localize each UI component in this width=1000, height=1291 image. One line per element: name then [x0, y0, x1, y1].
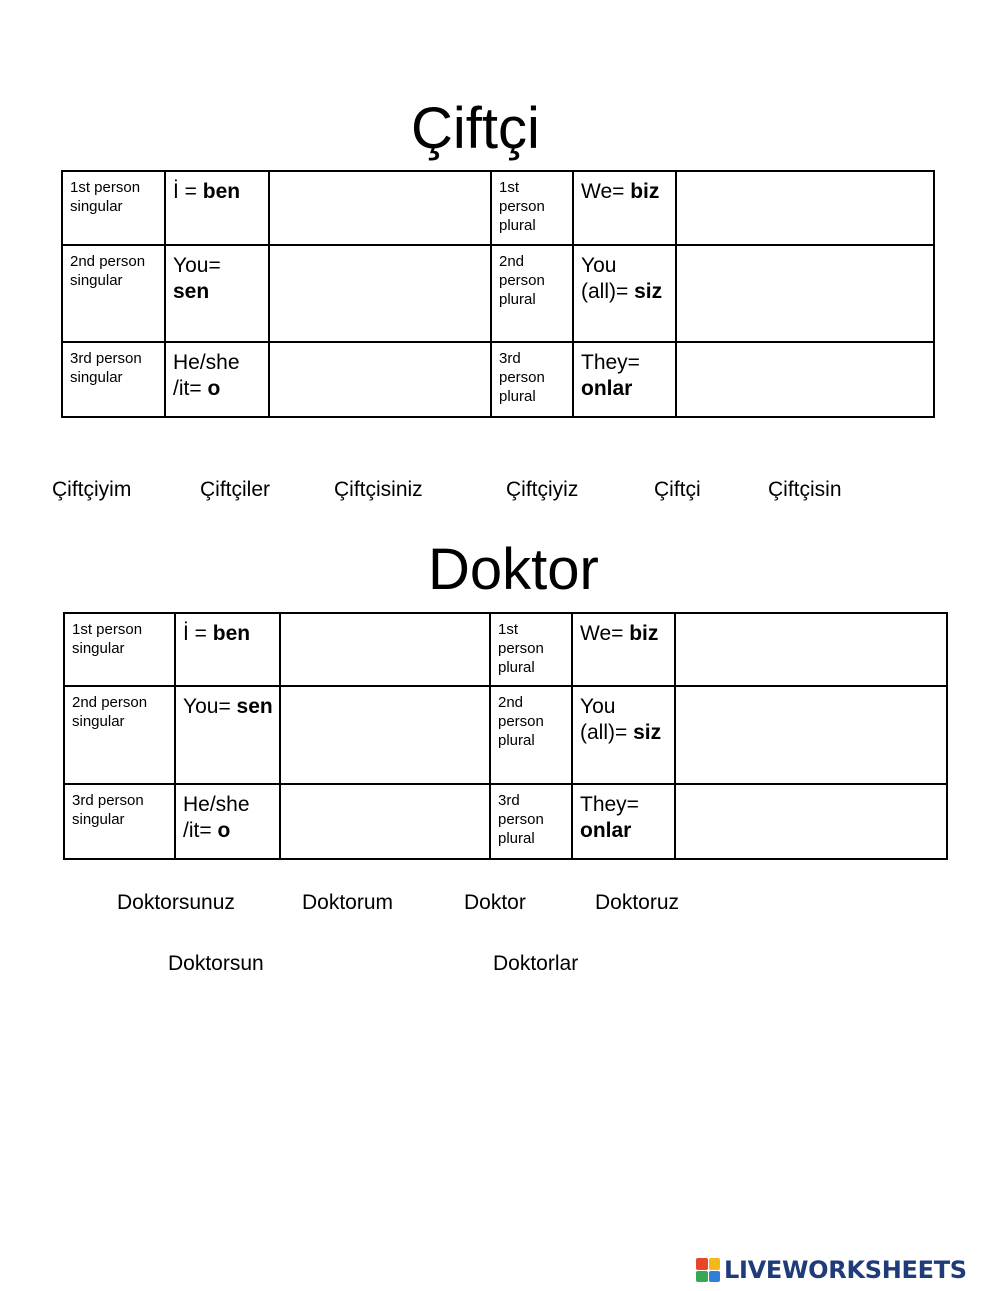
logo-square [709, 1258, 721, 1270]
person-label: 3rd person plural [490, 784, 572, 859]
table-row [64, 613, 947, 686]
pronoun-cell: You= sen [165, 245, 269, 342]
answer-drop-zone[interactable] [269, 342, 491, 417]
table-row [62, 342, 934, 417]
person-label: 1st person plural [490, 613, 572, 686]
pronoun-cell: They= onlar [572, 784, 675, 859]
logo-square [696, 1271, 708, 1283]
liveworksheets-logo-icon [696, 1258, 720, 1282]
word-bank-item[interactable]: Çiftçiyim [52, 478, 132, 501]
table-row [64, 784, 947, 859]
answer-drop-zone[interactable] [676, 171, 934, 245]
liveworksheets-logo[interactable] [696, 1256, 967, 1284]
person-label: 3rd person singular [64, 784, 175, 859]
answer-drop-zone[interactable] [269, 245, 491, 342]
person-label: 1st person plural [491, 171, 573, 245]
person-label: 1st person singular [62, 171, 165, 245]
table-row [62, 245, 934, 342]
person-label: 2nd person singular [64, 686, 175, 784]
word-bank-item[interactable]: Doktorum [302, 891, 394, 914]
pronoun-cell: İ = ben [165, 171, 269, 245]
logo-square [696, 1258, 708, 1270]
conjugation-table-ciftci [61, 170, 935, 418]
section1-title: Çiftçi [411, 96, 540, 161]
person-label: 2nd person plural [490, 686, 572, 784]
logo-text: LIVEWORKSHEETS [724, 1256, 967, 1284]
person-label: 2nd person singular [62, 245, 165, 342]
section2-title: Doktor [428, 537, 599, 602]
pronoun-cell: You (all)= siz [573, 245, 676, 342]
answer-drop-zone[interactable] [675, 784, 947, 859]
pronoun-cell: He/she /it= o [165, 342, 269, 417]
word-bank-item[interactable]: Çiftçiyiz [506, 478, 579, 501]
word-bank-item[interactable]: Doktorsun [168, 952, 264, 975]
word-bank-item[interactable]: Doktor [464, 891, 526, 914]
word-bank-item[interactable]: Çiftçiler [200, 478, 271, 501]
answer-drop-zone[interactable] [269, 171, 491, 245]
pronoun-cell: He/she /it= o [175, 784, 280, 859]
word-bank-item[interactable]: Çiftçisiniz [334, 478, 423, 501]
answer-drop-zone[interactable] [675, 613, 947, 686]
person-label: 3rd person plural [491, 342, 573, 417]
pronoun-cell: We= biz [573, 171, 676, 245]
pronoun-cell: İ = ben [175, 613, 280, 686]
word-bank-item[interactable]: Doktorlar [493, 952, 579, 975]
person-label: 1st person singular [64, 613, 175, 686]
logo-square [709, 1271, 721, 1283]
answer-drop-zone[interactable] [676, 245, 934, 342]
word-bank-item[interactable]: Doktorsunuz [117, 891, 235, 914]
answer-drop-zone[interactable] [280, 686, 490, 784]
word-bank-item[interactable]: Doktoruz [595, 891, 680, 914]
answer-drop-zone[interactable] [675, 686, 947, 784]
person-label: 3rd person singular [62, 342, 165, 417]
person-label: 2nd person plural [491, 245, 573, 342]
pronoun-cell: You= sen [175, 686, 280, 784]
table-row [62, 171, 934, 245]
word-bank-item[interactable]: Çiftçisin [768, 478, 842, 501]
answer-drop-zone[interactable] [280, 613, 490, 686]
pronoun-cell: They= onlar [573, 342, 676, 417]
answer-drop-zone[interactable] [676, 342, 934, 417]
table-row [64, 686, 947, 784]
pronoun-cell: You (all)= siz [572, 686, 675, 784]
answer-drop-zone[interactable] [280, 784, 490, 859]
word-bank-item[interactable]: Çiftçi [654, 478, 701, 501]
pronoun-cell: We= biz [572, 613, 675, 686]
conjugation-table-doktor [63, 612, 948, 860]
